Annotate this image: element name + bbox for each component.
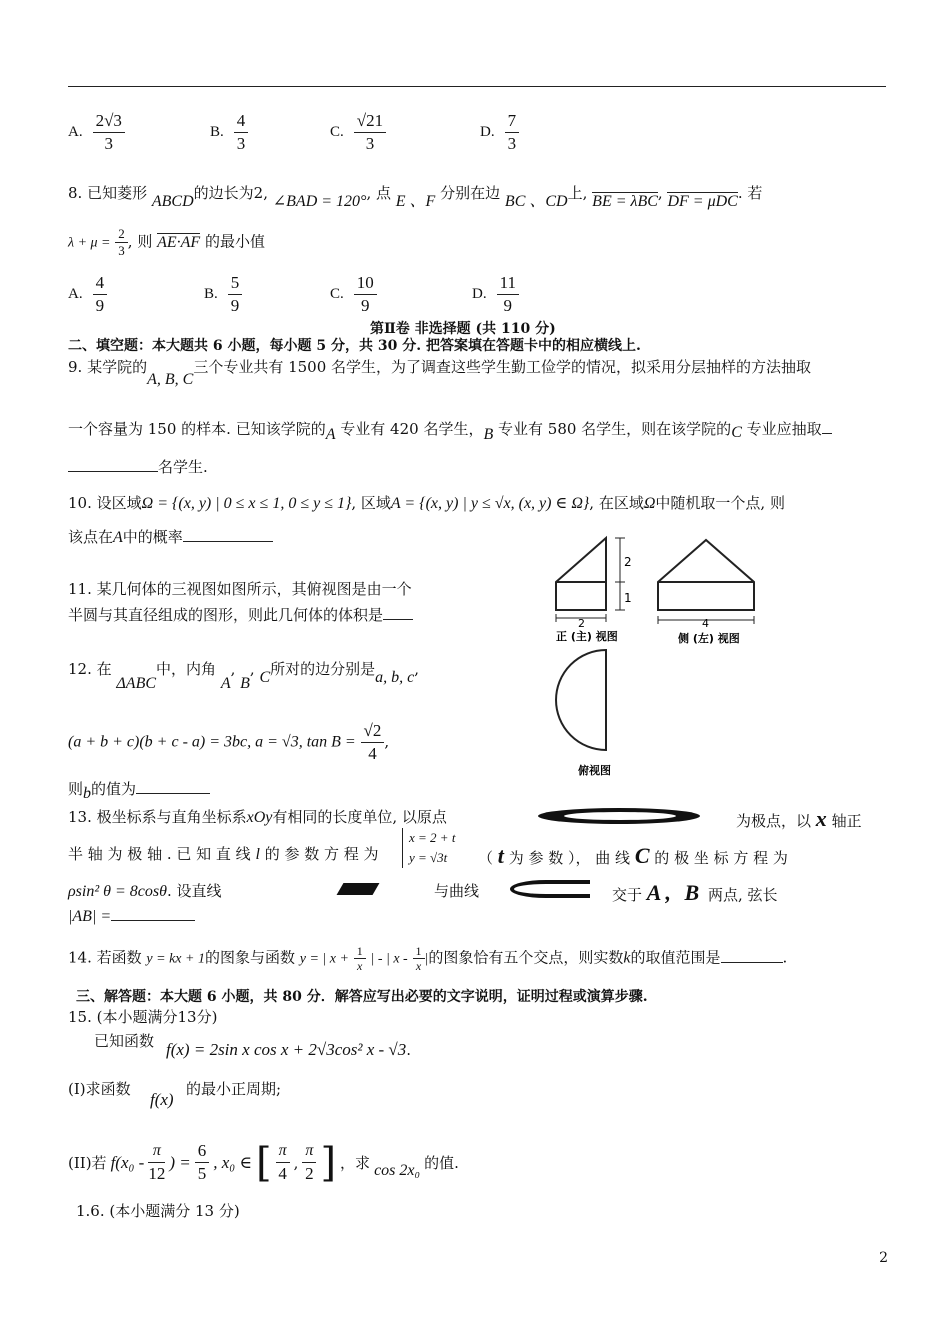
numerator: 11 xyxy=(497,272,519,295)
q9-abc: A, B, C xyxy=(147,371,194,388)
q10-text: 中随机取一个点, 则 xyxy=(655,494,785,512)
dim-4-bottom: 4 xyxy=(702,617,709,630)
q8-line1: 8. 已知菱形 ABCD的边长为2, ∠BAD = 120°, 点 E 、F 分别在边 BC 、CD上, BE = λBC, DF = μDC. 若 xyxy=(68,184,763,210)
q15-part2: (II)若 f(x₀ - $\frac{\pi}{12}$ ) = $\frac{6}{5}$ , x₀ ∈ [ $\frac{\pi}{4}$ , $\frac{\pi}{2}$ ] ，求 cos 2x₀ 的值. xyxy=(68,1139,459,1186)
q15-function-line xyxy=(166,1040,411,1060)
q15-text: (I)求函数 xyxy=(68,1080,131,1098)
q9-var-b: B xyxy=(483,426,494,443)
denominator: 5 xyxy=(197,1164,207,1183)
q13-text: 为 参 数 ）， 曲 线 xyxy=(508,849,631,867)
q10-text: , 区域 xyxy=(351,494,391,512)
numerator: 2√3 xyxy=(93,110,125,133)
q12-answer-blank[interactable] xyxy=(136,779,210,794)
q12-text: 的值为 xyxy=(91,780,137,798)
q8-vector-df: DF = μDC xyxy=(667,193,738,210)
q8-text: , 点 xyxy=(366,184,391,202)
q9-text: 专业应抽取 xyxy=(746,420,822,438)
q15-in: , x₀ ∈ xyxy=(213,1152,253,1172)
q15-part1-f xyxy=(150,1090,174,1110)
q8-text: 上, xyxy=(567,184,588,202)
q12-line2: (a + b + c)(b + c - a) = 3bc, a = √3, tan B = $\frac{√2}{4}$ , xyxy=(68,721,390,763)
q14-answer-blank[interactable] xyxy=(721,948,783,963)
q9-text: 专业有 580 名学生，则在该学院的 xyxy=(498,420,732,438)
q12-text: 则 xyxy=(68,780,84,798)
side-view xyxy=(658,540,754,610)
option-label: B. xyxy=(204,286,218,302)
top-view-semicircle xyxy=(556,650,606,750)
q13-line-l: l xyxy=(255,846,260,863)
q13-xoy: xOy xyxy=(246,809,273,826)
q11-text: 半圆与其直径组成的图形，则此几何体的体积是 xyxy=(68,606,384,624)
numerator: 2 xyxy=(115,226,128,243)
q13-points: A, B xyxy=(646,880,704,905)
numerator: 1 xyxy=(354,944,366,959)
q14-text: . xyxy=(782,948,788,967)
q15-left-bracket: [ xyxy=(256,1139,272,1186)
q9-text: 一个容量为 150 的样本. 已知该学院的 xyxy=(68,420,326,438)
q15-text: 已知函数 xyxy=(94,1032,155,1050)
q14-text: 的图象恰有五个交点，则实数 xyxy=(428,948,624,967)
q15-equals: ) = xyxy=(169,1152,191,1172)
denominator: 9 xyxy=(95,296,105,315)
option-fraction xyxy=(93,272,108,317)
q12-text: 中，内角 xyxy=(156,660,217,678)
q15-pi-12 xyxy=(148,1140,165,1185)
q12-sides: a, b, c xyxy=(375,669,415,686)
option-label: C. xyxy=(330,124,344,140)
numerator: π xyxy=(276,1140,290,1163)
denominator: 2 xyxy=(305,1164,314,1183)
q8-fraction xyxy=(115,226,128,259)
side-view-label: 侧 (左) 视图 xyxy=(678,632,740,645)
q13-line2 xyxy=(68,843,379,864)
part2-title: 第Ⅱ卷 非选择题 (共 110 分) xyxy=(370,321,556,337)
denominator: 12 xyxy=(148,1164,166,1183)
denominator: 3 xyxy=(104,134,114,153)
numerator: 10 xyxy=(354,272,377,295)
q9-var-a: A xyxy=(325,426,336,443)
q15-fx: f(x) xyxy=(150,1090,174,1109)
q10-text: 该点在 xyxy=(68,528,114,546)
q13-chord: |AB| = xyxy=(68,908,112,925)
option-label: B. xyxy=(210,124,224,140)
section3-header: 三、解答题：本大题 6 小题，共 80 分．解答应写出必要的文字说明，证明过程或演算步骤. xyxy=(76,989,648,1005)
q15-right-bracket: ] xyxy=(320,1139,337,1186)
q8-dot-product: AE·AF xyxy=(157,233,201,251)
q12-text: 所对的边分别是 xyxy=(270,660,376,678)
q14-function-2b: | - | x - xyxy=(370,951,408,967)
q10-answer-blank[interactable] xyxy=(183,527,273,542)
q13-system-y: y = √3t xyxy=(409,850,448,865)
q13-text: 两点, 弦长 xyxy=(707,886,778,904)
q13-smudge-line xyxy=(337,883,380,895)
q8-condition: λ + μ = xyxy=(68,235,111,251)
option-fraction xyxy=(354,272,377,317)
q8-angle: ∠BAD = 120° xyxy=(272,193,367,210)
q14-text: 的图象与函数 xyxy=(204,948,295,967)
q13-text: 有相同的长度单位, 以原点 xyxy=(272,808,447,826)
q15-intro-line xyxy=(94,1030,154,1051)
q8-text: 的边长为2, xyxy=(193,184,268,202)
option-fraction xyxy=(354,110,386,155)
q15-text: 的最小正周期; xyxy=(186,1080,282,1098)
q15-text: 的值. xyxy=(424,1154,459,1172)
option-label: A. xyxy=(68,286,83,302)
q12-line3 xyxy=(68,778,210,802)
q9-line1 xyxy=(68,356,812,388)
q9-text: 三个专业共有 1500 名学生，为了调查这些学生勤工俭学的情况，拟采用分层抽样的方法抽取 xyxy=(193,358,812,376)
q13-line1-end xyxy=(736,806,862,832)
q8-options-option[interactable] xyxy=(330,272,377,317)
q14-function-2c: | xyxy=(424,951,429,967)
q10-set-a: A = {(x, y) | y ≤ √x, (x, y) ∈ Ω} xyxy=(390,495,590,512)
option-fraction xyxy=(234,110,249,155)
denominator: 3 xyxy=(507,134,517,153)
denominator: x xyxy=(357,959,363,973)
q15-function: f(x) = 2sin x cos x + 2√3cos² x - √3 xyxy=(166,1040,407,1059)
q14-fraction-2 xyxy=(413,944,425,973)
q9-answer-blank-a[interactable] xyxy=(822,419,832,434)
q13-text: （ xyxy=(478,849,494,867)
option-label: D. xyxy=(472,286,487,302)
q8-options-option[interactable] xyxy=(472,272,519,317)
q13-answer-blank[interactable] xyxy=(111,906,195,921)
denominator: x xyxy=(415,959,422,973)
q8-abcd: ABCD xyxy=(151,193,194,210)
q8-text: . 若 xyxy=(737,184,763,202)
q10-line2 xyxy=(68,526,273,547)
numerator: 4 xyxy=(234,110,249,133)
denominator: 4 xyxy=(368,744,377,763)
q10-omega-ref: Ω xyxy=(643,495,656,512)
option-fraction xyxy=(497,272,519,317)
q13-line3-c xyxy=(612,880,777,906)
denominator: 3 xyxy=(236,134,246,153)
front-view xyxy=(556,538,606,610)
q10-text: , 在区域 xyxy=(589,494,644,512)
q11-answer-blank[interactable] xyxy=(383,605,413,620)
numerator: π xyxy=(148,1140,165,1163)
denominator: 4 xyxy=(278,1164,287,1183)
q15-title: 15. (本小题满分13分) xyxy=(68,1008,218,1026)
numerator: 6 xyxy=(195,1140,210,1163)
q12-equation: (a + b + c)(b + c - a) = 3bc, a = √3, tan B = xyxy=(68,733,356,751)
q15-part1 xyxy=(68,1078,131,1099)
q13-system-x: x = 2 + t xyxy=(409,830,456,845)
numerator: 4 xyxy=(93,272,108,295)
q13-line2-end xyxy=(478,843,788,869)
q14-k: k xyxy=(623,949,631,967)
q13-smudge-origin xyxy=(538,808,700,824)
q8-vector-be: BE = λBC xyxy=(592,193,658,210)
q8-line2 xyxy=(68,226,265,259)
q8-text: 分别在边 xyxy=(440,184,501,202)
q13-line3 xyxy=(68,880,222,901)
option-label: D. xyxy=(480,124,495,140)
q10-line1 xyxy=(68,492,785,513)
denominator: 9 xyxy=(503,296,513,315)
q9-text: 9. 某学院的 xyxy=(68,358,148,376)
q16-title: 1.6. (本小题满分 13 分) xyxy=(76,1202,240,1220)
q15-six-fifths xyxy=(195,1140,210,1185)
q13-text: 13. 极坐标系与直角坐标系 xyxy=(68,808,247,826)
q7-options-option[interactable] xyxy=(480,110,519,155)
option-label: A. xyxy=(68,124,83,140)
q8-options-option[interactable] xyxy=(68,272,107,317)
dim-2-right: 2 xyxy=(624,555,632,569)
q10-text: 中的概率 xyxy=(122,528,183,546)
numerator: π xyxy=(302,1140,316,1163)
denominator: 3 xyxy=(118,243,125,258)
q13-text: 为极点，以 xyxy=(736,812,812,830)
denominator: 9 xyxy=(230,296,240,315)
q9-line3 xyxy=(68,456,208,477)
denominator: 9 xyxy=(361,296,370,315)
q13-t: t xyxy=(497,843,504,868)
q9-text: 名学生. xyxy=(158,458,208,476)
denominator: 3 xyxy=(365,134,375,153)
q14-line xyxy=(68,944,787,973)
q13-smudge-curve xyxy=(510,880,590,898)
q9-answer-blank[interactable] xyxy=(68,457,158,472)
q15-text: . xyxy=(406,1041,412,1059)
q15-part1-b xyxy=(186,1078,281,1099)
q8-text: , 则 xyxy=(127,232,153,251)
top-view-label: 俯视图 xyxy=(578,764,611,777)
q12-line1: 12. 在 ΔABC中，内角 A, B, C所对的边分别是a, b, c, xyxy=(68,660,420,692)
q9-text: 专业有 420 名学生， xyxy=(340,420,484,438)
q12-triangle: ΔABC xyxy=(116,675,157,692)
q13-text: 半 轴 为 极 轴 . 已 知 直 线 xyxy=(68,845,251,863)
option-fraction xyxy=(228,272,243,317)
q13-text: 轴正 xyxy=(831,812,862,830)
q15-cos2x0: cos 2x₀ xyxy=(374,1161,421,1179)
q9-var-c: C xyxy=(731,424,742,441)
dim-1-right: 1 xyxy=(624,591,632,605)
page-number: 2 xyxy=(879,1250,888,1266)
q13-curve-c: C xyxy=(634,843,650,868)
q8-sides: BC 、CD xyxy=(504,193,568,210)
q10-var-a: A xyxy=(113,529,123,546)
q14-text: 的取值范围是 xyxy=(630,948,721,967)
q15-text: ，求 xyxy=(340,1154,371,1172)
option-label: C. xyxy=(330,286,344,302)
q13-system xyxy=(402,828,455,868)
option-fraction xyxy=(93,110,125,155)
front-view-label: 正 (主) 视图 xyxy=(556,630,618,643)
q14-function-1: y = kx + 1 xyxy=(146,951,205,967)
q12-text: 12. 在 xyxy=(68,660,112,678)
q12-tanb-fraction xyxy=(361,720,385,765)
q13-line4 xyxy=(68,906,195,926)
q12-angle-b: B xyxy=(240,675,250,692)
q10-omega: Ω = {(x, y) | 0 ≤ x ≤ 1, 0 ≤ y ≤ 1} xyxy=(141,495,352,512)
q12-angle-a: A xyxy=(220,675,231,692)
q14-function-2a: y = | x + xyxy=(299,951,349,967)
q8-text: 8. 已知菱形 xyxy=(68,184,148,202)
q9-line2 xyxy=(68,418,832,443)
three-view-figure xyxy=(548,534,778,784)
q15-pi-2 xyxy=(302,1140,316,1185)
side-view-outline xyxy=(658,540,754,610)
q15-pi-4 xyxy=(276,1140,290,1185)
front-view-outline xyxy=(556,538,606,610)
q13-text: 交于 xyxy=(612,886,643,904)
dim-2-bottom: 2 xyxy=(578,617,585,630)
q13-text: 与曲线 xyxy=(434,882,480,900)
q11-line2 xyxy=(68,604,413,625)
numerator: √2 xyxy=(361,720,385,743)
q13-x: x xyxy=(815,806,827,831)
section2-header: 二、填空题：本大题共 6 小题，每小题 5 分，共 30 分. 把答案填在答题卡中的相应横线上. xyxy=(68,338,641,354)
numerator: √21 xyxy=(354,110,386,133)
q13-text: 的 参 数 方 程 为 xyxy=(264,845,379,863)
numerator: 5 xyxy=(228,272,243,295)
q13-polar-equation: ρsin² θ = 8cosθ xyxy=(68,883,167,900)
q8-options-option[interactable] xyxy=(204,272,242,317)
numerator: 7 xyxy=(505,110,520,133)
q15-f-x0: f(x₀ - xyxy=(110,1152,145,1172)
q14-fraction-1 xyxy=(354,944,366,973)
q13-text: . 设直线 xyxy=(167,882,222,900)
q15-text: (II)若 xyxy=(68,1154,107,1172)
q7-options-option[interactable] xyxy=(330,110,386,155)
q7-options-option[interactable] xyxy=(68,110,125,155)
q14-text: 14. 若函数 xyxy=(68,948,142,967)
q13-line3-b xyxy=(434,880,479,901)
q13-text: 的 极 坐 标 方 程 为 xyxy=(654,849,788,867)
q8-ef: E 、F xyxy=(395,193,436,210)
q10-text: 10. 设区域 xyxy=(68,494,142,512)
numerator: 1 xyxy=(413,944,425,959)
q12-angle-c: C xyxy=(259,669,271,686)
q13-line1 xyxy=(68,806,447,827)
option-fraction xyxy=(505,110,520,155)
q8-text: 的最小值 xyxy=(204,232,265,251)
q11-line1: 11. 某几何体的三视图如图所示，其俯视图是由一个 xyxy=(68,580,412,598)
header-rule xyxy=(68,86,886,87)
q7-options-option[interactable] xyxy=(210,110,248,155)
q12-var-b: b xyxy=(83,785,92,802)
